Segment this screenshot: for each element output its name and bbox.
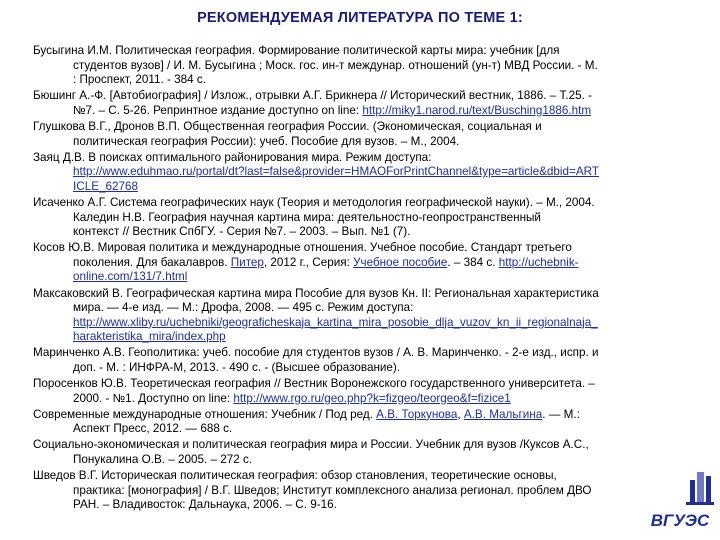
editor-link[interactable]: А.В. Мальгина: [463, 407, 543, 421]
editor-link[interactable]: А.В. Торкунова: [376, 407, 458, 421]
reference-link[interactable]: http://www.eduhmao.ru/portal/dt?last=false&provider=HMAOForPrintChannel&type=article&dbid=ART: [73, 165, 599, 179]
reference-item: [33, 287, 713, 345]
reference-item: [33, 151, 713, 195]
reference-link[interactable]: ICLE_62768: [73, 179, 138, 193]
reference-continuation: практика: [монография] / В.Г. Шведов; Институт комплексного анализа регионал. проблем ДВО: [73, 483, 592, 497]
reference-continuation: политическая география России): учеб. Пособие для вузов. – М., 2004.: [73, 134, 460, 148]
logo-wordmark: ВГУЭС: [650, 511, 710, 530]
reference-text: Заяц Д.В. В поисках оптимального районирования мира. Режим доступа:: [33, 150, 432, 164]
reference-text: Глушкова В.Г., Дронов В.П. Общественная география России. (Экономическая, социальная и: [33, 119, 542, 133]
reference-continuation: Аспект Пресс, 2012. — 688 с.: [73, 422, 233, 436]
reference-continuation: контекст // Вестник СпбГУ. - Серия №7. – 2003. – Вып. №1 (7).: [73, 225, 411, 239]
reference-item: [33, 89, 713, 118]
reference-text: Маринченко А.В. Геополитика: учеб. пособие для студентов вузов / А. В. Маринченко. - 2-е изд., испр. и: [33, 346, 599, 360]
reference-continuation: [33, 104, 713, 119]
reference-continuation: [33, 256, 713, 271]
reference-text: Социально-экономическая и политическая география мира и России. Учебник для вузов /Куксов А.С.,: [33, 438, 589, 452]
reference-item: [33, 408, 713, 437]
reference-link[interactable]: http://miky1.narod.ru/text/Busching1886.htm: [362, 103, 592, 117]
reference-text: Бусыгина И.М. Политическая география. Формирование политической карты мира: учебник [для: [33, 44, 560, 57]
reference-item: [33, 346, 713, 375]
reference-continuation: доп. - М. : ИНФРА-М, 2013. - 490 с. - (Высшее образование).: [73, 360, 401, 374]
reference-text: Современные международные отношения: Учебник / Под ред.: [33, 407, 377, 421]
reference-link[interactable]: http://www.xliby.ru/uchebniki/geograficheskaja_kartina_mira_posobie_dlja_vuzov_kn_ii_regionalnaja_: [73, 315, 598, 329]
reference-link[interactable]: harakteristika_mira/index.php: [73, 330, 226, 344]
reference-item: [33, 44, 713, 88]
reference-continuation: [33, 270, 713, 285]
reference-item: [33, 120, 713, 149]
page-title: РЕКОМЕНДУЕМАЯ ЛИТЕРАТУРА ПО ТЕМЕ 1:: [197, 10, 523, 26]
series-link[interactable]: Учебное пособие: [353, 255, 448, 269]
reference-text: , 2012 г., Серия:: [263, 255, 354, 269]
reference-text: Бюшинг А.-Ф. [Автобиография] / Излож., отрывки А.Г. Брикнера // Исторический вестник, 1886. – Т.25. -: [33, 89, 593, 103]
reference-continuation: [33, 316, 713, 331]
reference-continuation: : Проспект, 2011. - 384 с.: [73, 73, 206, 87]
reference-text: №7. – С. 5-26. Репринтное издание доступно on line:: [73, 103, 363, 117]
reference-text: 2000. - №1. Доступно on line:: [73, 391, 234, 405]
reference-continuation: [33, 165, 713, 180]
reference-text: . – 384 с.: [447, 255, 499, 269]
reference-continuation: РАН. – Владивосток: Дальнаука, 2006. – С. 9-16.: [73, 498, 337, 512]
reference-continuation: [33, 330, 713, 345]
separator: ,: [457, 407, 464, 421]
reference-list: [33, 44, 713, 514]
reference-text: Поросенков Ю.В. Теоретическая география // Вестник Воронежского государственного университета. –: [33, 377, 595, 391]
university-logo: [642, 468, 718, 538]
reference-link[interactable]: http://www.rgo.ru/geo.php?k=fizgeo/teorgeo&f=fizice1: [233, 391, 511, 405]
reference-item: [33, 196, 713, 240]
reference-text: поколения. Для бакалавров.: [73, 255, 231, 269]
reference-continuation: Понукалина О.В. – 2005. – 272 с.: [73, 453, 253, 467]
logo-emblem-icon: [686, 472, 714, 505]
reference-text: Исаченко А.Г. Система географических наук (Теория и методология географической науки). – М., 2004.: [33, 195, 595, 209]
reference-item: [33, 241, 713, 285]
reference-link[interactable]: http://uchebnik-: [498, 255, 579, 269]
reference-continuation: Каледин Н.В. География научная картина мира: деятельностно-геопространственный: [73, 210, 541, 224]
reference-item: [33, 438, 713, 467]
reference-continuation: [33, 180, 713, 195]
reference-link[interactable]: online.com/131/7.html: [73, 270, 188, 284]
reference-text: Шведов В.Г. Историческая политическая география: обзор становления, теоретические основы,: [33, 469, 557, 483]
reference-item: [33, 377, 713, 406]
reference-continuation: [33, 392, 713, 407]
reference-text: Максаковский В. Географическая картина мира Пособие для вузов Кн. II: Региональная характеристика: [33, 286, 599, 300]
reference-text: [33, 408, 580, 421]
reference-continuation: студентов вузов] / И. М. Бусыгина ; Моск. гос. ин-т междунар. отношений (ун-т) МВД России. - М.: [73, 58, 598, 72]
reference-text: Косов Ю.В. Мировая политика и международные отношения. Учебное пособие. Стандарт третьего: [33, 241, 572, 255]
reference-text: . — М.:: [542, 407, 580, 421]
reference-item: [33, 469, 713, 513]
reference-continuation: мира. — 4-е изд. — М.: Дрофа, 2008. — 495 с. Режим доступа:: [73, 301, 414, 315]
publisher-link[interactable]: Питер: [230, 255, 264, 269]
